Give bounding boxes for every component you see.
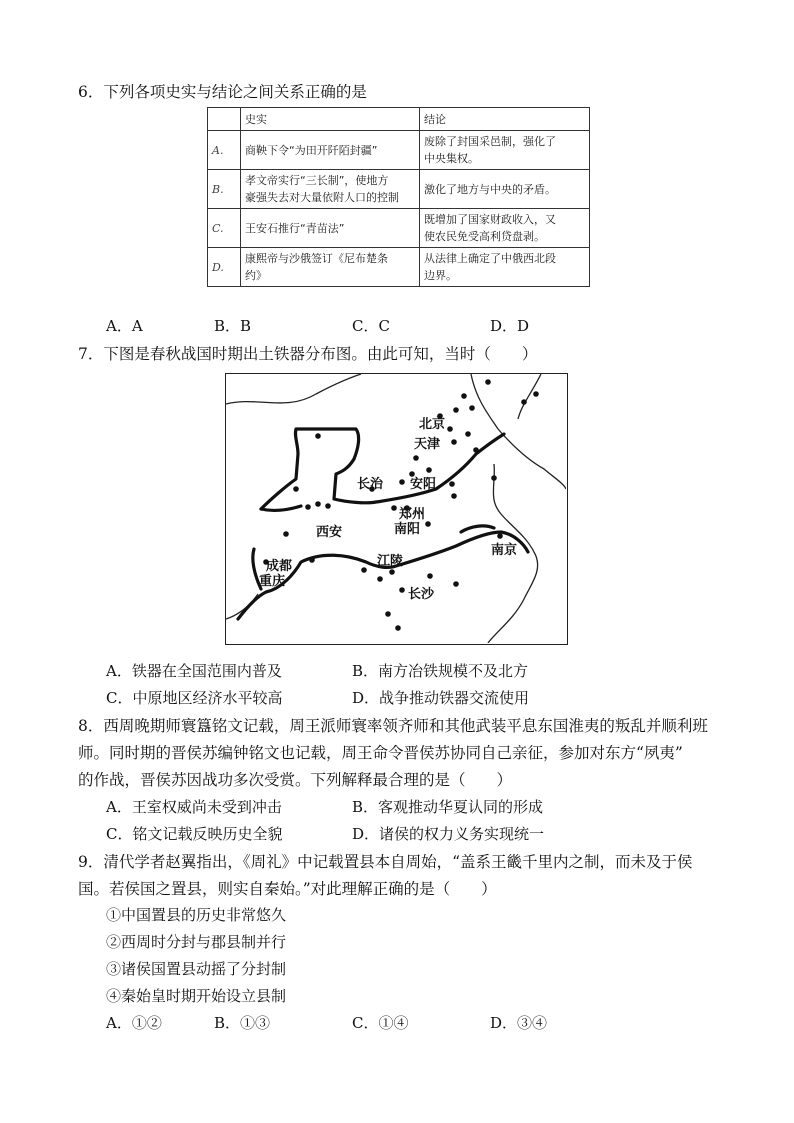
- conclusion-text: 废除了封国采邑制，强化了: [424, 135, 556, 148]
- conclusion-text: 中央集权。: [424, 152, 479, 165]
- table-row: [208, 131, 590, 170]
- fact-text: 约》: [245, 269, 267, 282]
- conclusion-text: 既增加了国家财政收入，又: [424, 213, 556, 226]
- q9-statement: ④秦始皇时期开始设立县制: [106, 987, 287, 1005]
- q6-option-a[interactable]: A．A: [106, 317, 143, 335]
- map-label-nanyang: 南阳: [394, 522, 421, 537]
- row-label: C.: [208, 209, 241, 248]
- map-label-beijing: 北京: [419, 417, 446, 432]
- fact-text: 康熙帝与沙俄签订《尼布楚条: [245, 252, 388, 265]
- q8-stem-line: 8．西周晚期师寰簋铭文记载，周王派师寰率领齐师和其他武装平息东国淮夷的叛乱并顺利班: [78, 717, 708, 735]
- table-row: [208, 170, 590, 209]
- q7-option-d[interactable]: D．战争推动铁器交流使用: [352, 689, 530, 707]
- fact-text: 商鞅下令“为田开阡陌封疆”: [245, 143, 378, 157]
- q6-stem: 6．下列各项史实与结论之间关系正确的是: [78, 83, 367, 101]
- q9-statement: ③诸侯国置县动摇了分封制: [106, 960, 287, 978]
- conclusion-text: 激化了地方与中央的矛盾。: [424, 182, 556, 196]
- table-header-row: [208, 108, 590, 131]
- q7-option-a[interactable]: A．铁器在全国范围内普及: [106, 662, 282, 680]
- map-label-chengdu: 成都: [266, 559, 293, 574]
- q8-option-c[interactable]: C．铭文记载反映历史全貌: [106, 825, 283, 843]
- map-label-tianjin: 天津: [414, 437, 441, 452]
- yellow-river: [261, 429, 504, 510]
- q8-option-a[interactable]: A．王室权威尚未受到冲击: [106, 798, 282, 816]
- q7-option-c[interactable]: C．中原地区经济水平较高: [106, 689, 283, 707]
- q9-option-a[interactable]: A．①②: [106, 1014, 162, 1032]
- fact-text: 王安石推行“青苗法”: [245, 221, 345, 235]
- map-label-changzhi: 长治: [357, 477, 384, 492]
- map-label-jiangling: 江陵: [377, 554, 404, 569]
- conclusion-text: 使农民免受高利贷盘剥。: [424, 230, 545, 243]
- row-label: A.: [208, 131, 241, 170]
- map-label-xian: 西安: [316, 525, 343, 540]
- q6-option-b[interactable]: B．B: [214, 317, 252, 335]
- map-label-nanjing: 南京: [491, 543, 518, 558]
- row-label: B.: [208, 170, 241, 209]
- row-label: D.: [208, 248, 241, 287]
- q9-stem-line: 9．清代学者赵翼指出，《周礼》中记载置县本自周始，“盖系王畿千里内之制，而未及于侯: [78, 853, 693, 871]
- q9-option-b[interactable]: B．①③: [214, 1014, 271, 1032]
- q7-option-b[interactable]: B．南方冶铁规模不及北方: [352, 662, 529, 680]
- table-row: [208, 209, 590, 248]
- q6-option-c[interactable]: C．C: [352, 317, 390, 335]
- q6-table: [207, 107, 590, 287]
- header-fact: 史实: [241, 108, 420, 131]
- conclusion-text: 从法律上确定了中俄西北段: [424, 252, 556, 265]
- fact-text: 孝文帝实行“三长制”，使地方: [245, 174, 389, 187]
- map-label-chongqing: 重庆: [259, 574, 286, 589]
- q9-statement: ②西周时分封与郡县制并行: [106, 933, 287, 951]
- conclusion-text: 边界。: [424, 269, 457, 282]
- q8-option-d[interactable]: D．诸侯的权力义务实现统一: [352, 825, 545, 843]
- q9-statement: ①中国置县的历史非常悠久: [106, 906, 287, 924]
- header-conclusion: 结论: [420, 108, 590, 131]
- q6-option-d[interactable]: D．D: [490, 317, 530, 335]
- map-graphic: [226, 374, 566, 643]
- q9-stem-line: 国。若侯国之置县，则实自秦始。”对此理解正确的是（ ）: [78, 880, 497, 898]
- q9-option-c[interactable]: C．①④: [352, 1014, 409, 1032]
- q8-option-b[interactable]: B．客观推动华夏认同的形成: [352, 798, 544, 816]
- q7-stem: 7．下图是春秋战国时期出土铁器分布图。由此可知，当时（ ）: [78, 345, 538, 363]
- fact-text: 豪强失去对大量依附人口的控制: [245, 191, 399, 204]
- q8-stem-line: 的作战，晋侯苏因战功多次受赏。下列解释最合理的是（ ）: [78, 771, 513, 789]
- table-row: [208, 248, 590, 287]
- map-label-zhengzhou: 郑州: [399, 507, 426, 522]
- iron-distribution-map: [225, 373, 568, 645]
- map-label-changsha: 长沙: [408, 587, 435, 602]
- q8-stem-line: 师。同时期的晋侯苏编钟铭文也记载，周王命令晋侯苏协同自己亲征，参加对东方“夙夷”: [78, 744, 683, 762]
- q9-option-d[interactable]: D．③④: [490, 1014, 548, 1032]
- map-label-anyang: 安阳: [410, 477, 437, 492]
